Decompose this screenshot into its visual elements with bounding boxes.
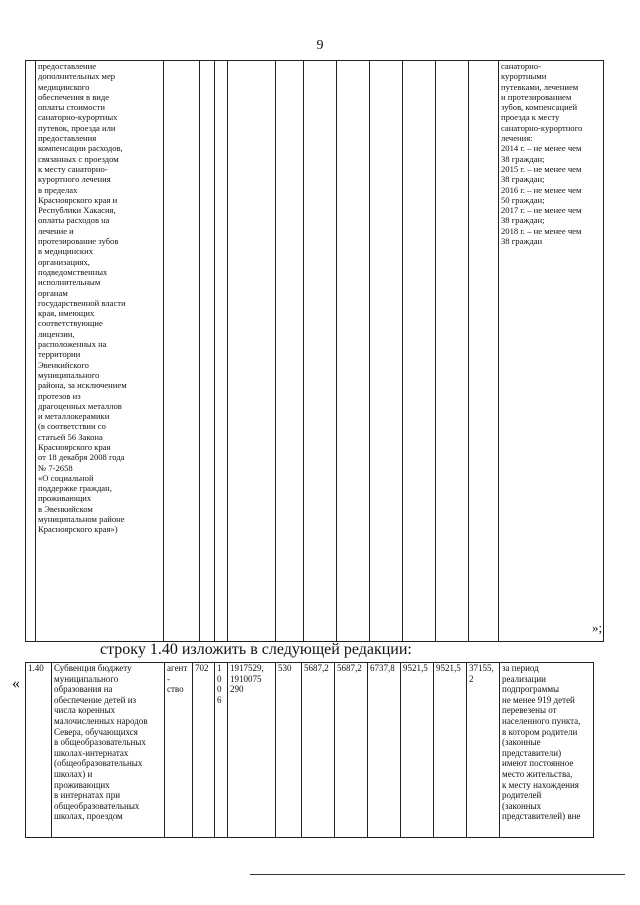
text-line: 38 граждан; — [501, 215, 545, 226]
text-line: в пределах — [38, 184, 78, 195]
text-line: государственной власти — [38, 297, 126, 308]
cell-agency — [165, 663, 193, 838]
text-line: связанных с проездом — [38, 153, 119, 164]
text-line: 290 — [230, 684, 244, 695]
text-line: к месту санаторно- — [38, 163, 108, 174]
text-line: 1917529, — [230, 663, 264, 673]
cell-description — [52, 663, 165, 838]
program-table-new-row — [25, 662, 594, 838]
text-line: проживающих — [38, 493, 92, 504]
text-line: общеобразовательных — [54, 800, 140, 811]
text-line: санаторно-курортного — [501, 122, 583, 133]
text-line: соответствующие — [38, 318, 103, 329]
text-line: статьей 56 Закона — [38, 431, 103, 442]
text-line: санаторно-курортных — [38, 112, 118, 123]
text-line: зубов, компенсацией — [501, 102, 578, 113]
cell-value — [337, 61, 370, 642]
text-line: населенного пункта, — [502, 715, 581, 726]
cell-result — [499, 61, 604, 642]
table-row — [26, 61, 604, 642]
text-line: и протезированием — [501, 91, 572, 102]
text-line: проживающих — [54, 779, 110, 790]
text-line: 2016 г. – не менее чем — [501, 184, 582, 195]
text-line: 38 граждан; — [501, 174, 545, 185]
text-line: путевками, лечением — [501, 81, 579, 92]
text-line: подпрограммы — [502, 684, 560, 695]
text-line: территории — [38, 349, 81, 360]
text-line: органам — [38, 287, 68, 298]
text-line: 2014 г. – не менее чем — [501, 143, 582, 154]
cell-code-section — [215, 663, 228, 838]
text-line: лицензии, — [38, 328, 75, 339]
text-line: 2017 г. – не менее чем — [501, 205, 582, 216]
text-line: № 7-2658 — [38, 462, 73, 473]
text-line: «О социальной — [38, 472, 94, 483]
text-line: в интернатах при — [54, 790, 121, 801]
text-line: 38 граждан; — [501, 153, 545, 164]
text-line: лечение и — [38, 225, 74, 236]
cell-value — [436, 61, 469, 642]
text-line: предоставления — [38, 133, 97, 144]
text-line: подведомственных — [38, 266, 108, 277]
text-line: проезда к месту — [501, 112, 560, 123]
text-line: расположенных на — [38, 339, 107, 350]
cell-total: 37155,2 — [467, 663, 500, 838]
text-line: в Эвенкийском — [38, 503, 93, 514]
cell-value: 5687,2 — [335, 663, 368, 838]
cell-code — [215, 61, 228, 642]
text-line: медицинского — [38, 81, 90, 92]
text-line: не менее 919 детей — [502, 694, 575, 705]
text-line: Субвенция бюджету — [54, 663, 132, 673]
text-line: малочисленных народов — [54, 715, 148, 726]
text-line: Красноярского края и — [38, 194, 118, 205]
table-row — [26, 663, 594, 838]
text-line: оплаты расходов на — [38, 215, 110, 226]
footer-rule — [250, 874, 625, 875]
cell-value: 5687,2 — [302, 663, 335, 838]
text-line: школах-интернатах — [54, 747, 129, 758]
cell-number: 1.40 — [26, 663, 52, 838]
text-line: обеспечение детей из — [54, 694, 137, 705]
text-line: дополнительных мер — [38, 71, 116, 82]
program-table-continued — [25, 60, 604, 642]
closing-quote: »; — [592, 620, 603, 635]
cell-code — [200, 61, 215, 642]
text-line: 10 — [217, 663, 222, 684]
text-line: поддержке граждан, — [38, 483, 112, 494]
text-line: Красноярского края») — [38, 524, 118, 535]
page-number: 9 — [316, 38, 324, 53]
text-line: (общеобразовательных — [54, 758, 143, 769]
text-line: место жительства, — [502, 768, 573, 779]
text-line: 2015 г. – не менее чем — [501, 163, 582, 174]
text-line: оплаты стоимости — [38, 102, 105, 113]
cell-result — [500, 663, 594, 838]
text-line: Республики Хакасия, — [38, 205, 116, 216]
text-line: 2018 г. – не менее чем — [501, 225, 582, 236]
cell-value: 6737,8 — [368, 663, 401, 838]
text-line: (в соответствии со — [38, 421, 106, 432]
text-line: и металлокерамики — [38, 411, 110, 422]
text-line: протезирование зубов — [38, 236, 119, 247]
text-line: протезов из — [38, 390, 81, 401]
text-line: школах, проездом — [54, 811, 123, 822]
text-line: в общеобразовательных — [54, 737, 146, 748]
cell-code-grbs: 702 — [193, 663, 215, 838]
text-line: представители) — [502, 747, 562, 758]
text-line: муниципальном районе — [38, 514, 125, 525]
text-line: реализации — [502, 673, 546, 684]
text-line: ство — [167, 684, 184, 695]
text-line: муниципального — [38, 369, 100, 380]
text-line: от 18 декабря 2008 года — [38, 452, 125, 463]
cell-agency — [164, 61, 200, 642]
cell-value — [304, 61, 337, 642]
text-line: представителей) вне — [502, 811, 581, 822]
text-line: школах) и — [54, 768, 93, 779]
text-line: (законные — [502, 737, 541, 748]
cell-number — [26, 61, 36, 642]
text-line: числа коренных — [54, 705, 116, 716]
cell-value — [370, 61, 403, 642]
text-line: драгоценных металлов — [38, 400, 122, 411]
text-line: перевезены от — [502, 705, 557, 716]
text-line: образования на — [54, 684, 113, 695]
text-line: курортного лечения — [38, 174, 111, 185]
text-line: Эвенкийского — [38, 359, 89, 370]
text-line: имеют постоянное — [502, 758, 574, 769]
text-line: курортными — [501, 71, 547, 82]
text-line: 38 граждан — [501, 236, 543, 247]
text-line: в котором родители — [502, 726, 578, 737]
text-line: 1910075 — [230, 673, 262, 684]
cell-code-target — [228, 663, 276, 838]
cell-value: 9521,5 — [434, 663, 467, 838]
text-line: санаторно- — [501, 61, 541, 71]
text-line: родителей — [502, 790, 542, 801]
text-line: компенсации расходов, — [38, 143, 123, 154]
text-line: к месту нахождения — [502, 779, 579, 790]
text-line: исполнительным — [38, 277, 101, 288]
cell-code — [276, 61, 304, 642]
text-line: лечения: — [501, 133, 533, 144]
text-line: муниципального — [54, 673, 119, 684]
opening-quote: « — [12, 675, 20, 692]
text-line: 06 — [217, 684, 222, 705]
cell-total — [469, 61, 499, 642]
text-line: путевок, проезда или — [38, 122, 116, 133]
text-line: обеспечения в виде — [38, 91, 110, 102]
cell-value: 9521,5 — [401, 663, 434, 838]
text-line: предоставление — [38, 61, 97, 71]
text-line: Красноярского края — [38, 441, 111, 452]
cell-value — [403, 61, 436, 642]
text-line: организациях, — [38, 256, 90, 267]
cell-description — [36, 61, 164, 642]
instruction-text: строку 1.40 изложить в следующей редакции: — [100, 641, 412, 658]
text-line: (законных — [502, 800, 542, 811]
text-line: района, за исключением — [38, 380, 127, 391]
text-line: за период — [502, 663, 539, 673]
text-line: края, имеющих — [38, 308, 95, 319]
text-line: в медицинских — [38, 246, 93, 257]
text-line: Севера, обучающихся — [54, 726, 138, 737]
text-line: 50 граждан; — [501, 194, 545, 205]
text-line: агент- — [167, 663, 188, 684]
cell-code-expense-type: 530 — [276, 663, 302, 838]
cell-code — [228, 61, 276, 642]
